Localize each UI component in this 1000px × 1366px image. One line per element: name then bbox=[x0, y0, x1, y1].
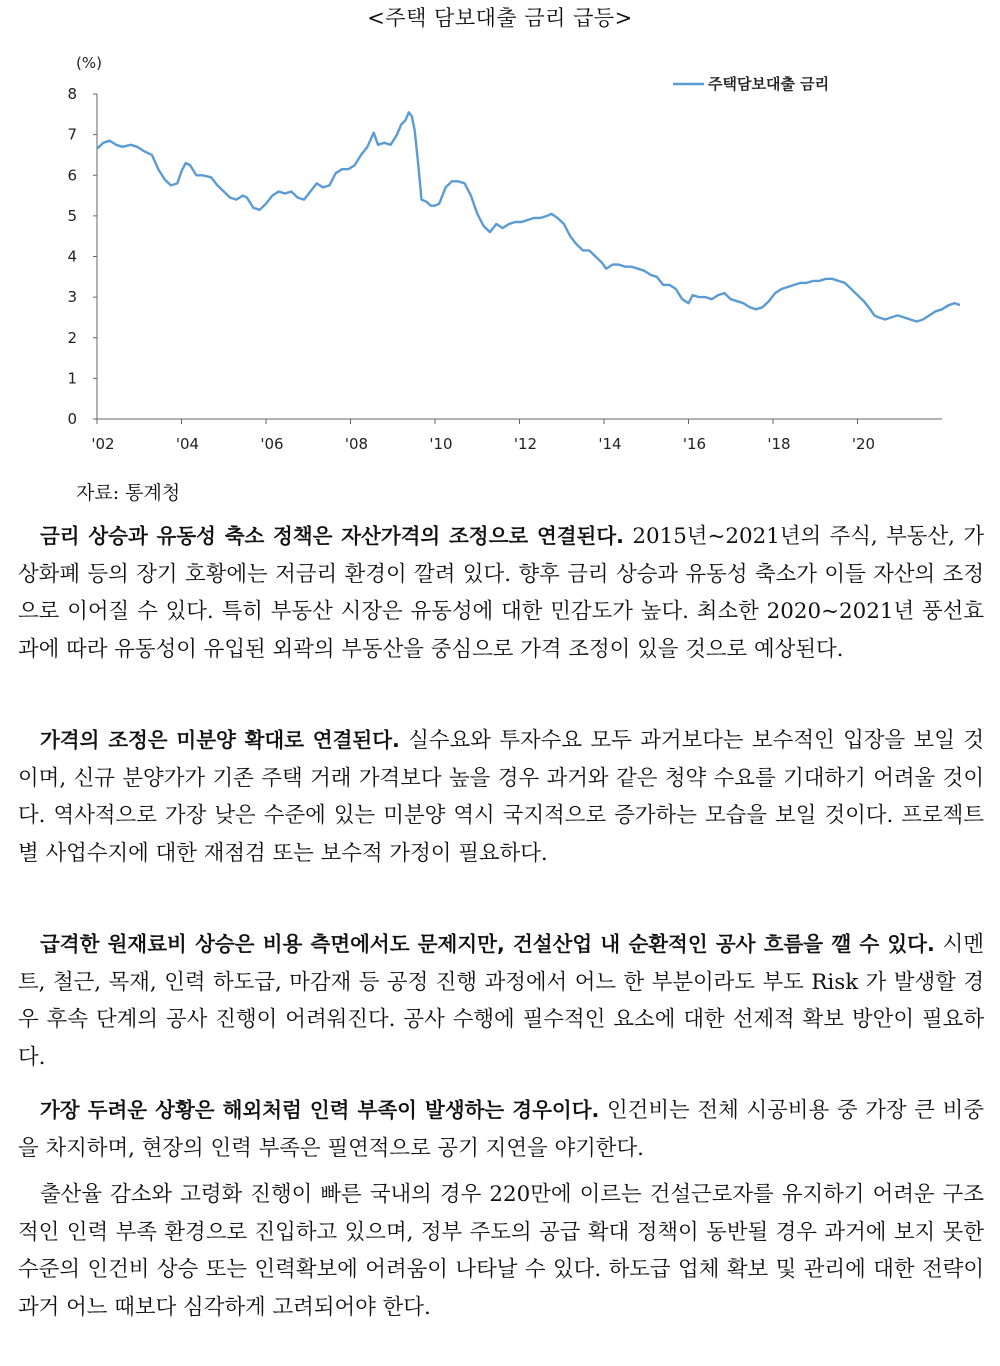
x-tick-label: '02 bbox=[91, 435, 115, 453]
legend-label: 주택담보대출 금리 bbox=[708, 75, 830, 93]
y-tick-label: 5 bbox=[67, 206, 77, 225]
chart-plot-area bbox=[97, 112, 960, 321]
x-tick-label: '12 bbox=[513, 435, 538, 453]
x-tick-label: '04 bbox=[175, 435, 200, 453]
chart-legend bbox=[673, 75, 829, 93]
paragraph-1 bbox=[18, 518, 984, 668]
y-tick-label: 2 bbox=[67, 328, 77, 347]
chart-source: 자료: 통계청 bbox=[76, 482, 181, 504]
paragraph-3-body: 시멘트, 철근, 목재, 인력 하도급, 마감재 등 공정 진행 과정에서 어느 한 부분이라도 부도 Risk 가 발생할 경우 후속 단계의 공사 진행이 어려워진다. 공사 수행에 필수적인 요소에 대한 선제적 확보 방안이 필요하다. bbox=[18, 932, 984, 1070]
paragraph-1-lead: 금리 상승과 유동성 축소 정책은 자산가격의 조정으로 연결된다. bbox=[40, 524, 624, 548]
paragraph-2-lead: 가격의 조정은 미분양 확대로 연결된다. bbox=[40, 728, 400, 752]
paragraph-3-lead: 급격한 원재료비 상승은 비용 측면에서도 문제지만, 건설산업 내 순환적인 공사 흐름을 깰 수 있다. bbox=[40, 932, 935, 956]
paragraph-5 bbox=[18, 1176, 984, 1326]
x-tick-label: '08 bbox=[344, 435, 369, 453]
x-tick-label: '20 bbox=[851, 435, 876, 453]
paragraph-5-body: 출산율 감소와 고령화 진행이 빠른 국내의 경우 220만에 이르는 건설근로자를 유지하기 어려운 구조적인 인력 부족 환경으로 진입하고 있으며, 정부 주도의 공급 확대 정책이 동반될 경우 과거에 보지 못한 수준의 인건비 상승 또는 인력확보에 어려움이 나타날 수 있다. 하도급 업체 확보 및 관리에 대한 전략이 과거 어느 때보다 심각하게 고려되어야 한다. bbox=[18, 1182, 984, 1320]
y-tick-label: 0 bbox=[67, 410, 77, 428]
paragraph-4-body: 인건비는 전체 시공비용 중 가장 큰 비중을 차지하며, 현장의 인력 부족은 필연적으로 공기 지연을 야기한다. bbox=[18, 1098, 984, 1161]
y-tick-label: 6 bbox=[67, 166, 77, 185]
y-axis-unit: (%) bbox=[76, 54, 102, 72]
y-tick-label: 1 bbox=[67, 369, 77, 388]
x-tick-label: '10 bbox=[429, 435, 453, 453]
chart-axes bbox=[67, 54, 942, 453]
paragraph-2-body: 실수요와 투자수요 모두 과거보다는 보수적인 입장을 보일 것이며, 신규 분양가가 기존 주택 거래 가격보다 높을 경우 과거와 같은 청약 수요를 기대하기 어려울 것이다. 역사적으로 가장 낮은 수준에 있는 미분양 역시 국지적으로 증가하는 모습을 보일 것이다. 프로젝트별 사업수지에 대한 재점검 또는 보수적 가정이 필요하다. bbox=[18, 728, 984, 866]
x-tick-label: '18 bbox=[767, 435, 791, 453]
paragraph-4-lead: 가장 두려운 상황은 해외처럼 인력 부족이 발생하는 경우이다. bbox=[40, 1098, 600, 1122]
y-tick-label: 8 bbox=[67, 85, 77, 103]
y-tick-label: 3 bbox=[67, 288, 77, 307]
y-tick-label: 4 bbox=[67, 247, 77, 266]
chart-caption: <주택 담보대출 금리 급등> bbox=[367, 6, 633, 30]
paragraph-2 bbox=[18, 722, 984, 872]
paragraph-3 bbox=[18, 926, 984, 1076]
y-tick-label: 7 bbox=[67, 125, 77, 144]
x-tick-label: '16 bbox=[682, 435, 707, 453]
line-chart bbox=[40, 42, 960, 472]
x-tick-label: '14 bbox=[598, 435, 622, 453]
paragraph-1-body: 2015년~2021년의 주식, 부동산, 가상화폐 등의 장기 호황에는 저금리 환경이 깔려 있다. 향후 금리 상승과 유동성 축소가 이들 자산의 조정으로 이어질 수 있다. 특히 부동산 시장은 유동성에 대한 민감도가 높다. 최소한 2020~2021년 풍선효과에 따라 유동성이 유입된 외곽의 부동산을 중심으로 가격 조정이 있을 것으로 예상된다. bbox=[18, 524, 984, 662]
series-line-1 bbox=[97, 112, 960, 321]
x-tick-label: '06 bbox=[260, 435, 284, 453]
paragraph-4 bbox=[18, 1092, 984, 1167]
